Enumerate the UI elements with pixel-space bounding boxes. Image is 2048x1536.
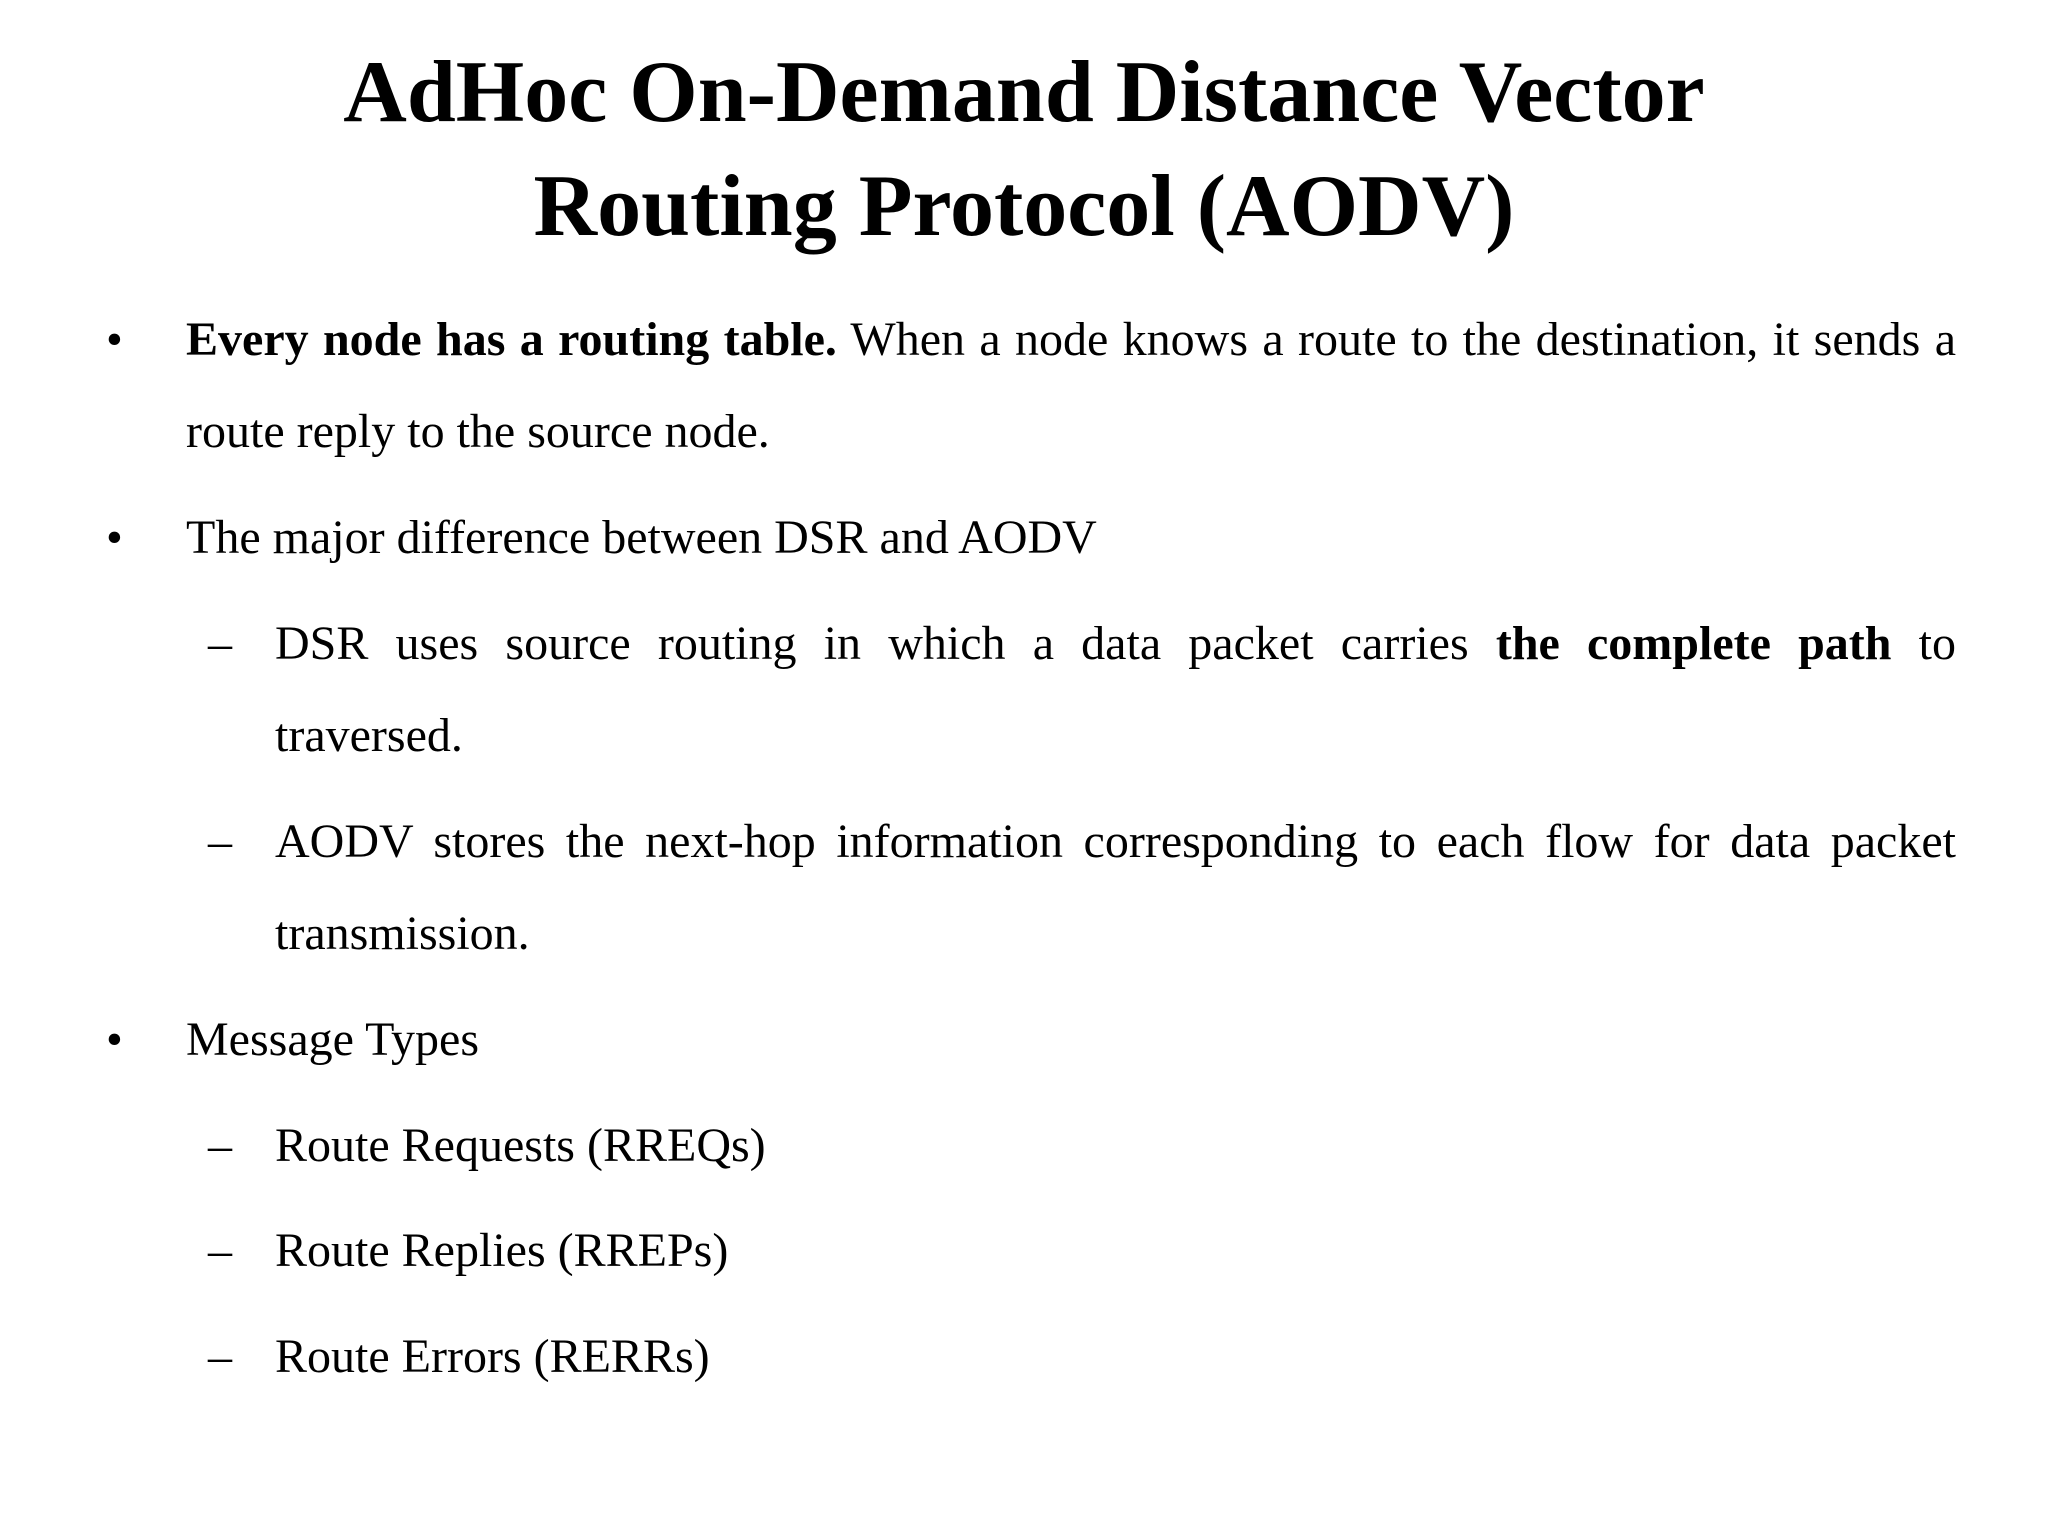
sub-item-text: to traversed. <box>275 617 1956 762</box>
dash-marker: – <box>208 617 232 670</box>
bullet-marker: • <box>106 1013 123 1066</box>
sub-item-text: Route Errors (RERRs) <box>275 1330 710 1383</box>
bullet-item-text: When a node knows a route to the destination, it sends a route reply to the source node. <box>186 313 1956 458</box>
bullet-item-text: Message Types <box>186 1013 480 1066</box>
bullet-marker: • <box>106 313 123 366</box>
slide-title-line-2: Routing Protocol (AODV) <box>533 158 1515 255</box>
dash-marker: – <box>208 1330 232 1383</box>
bullet-item-dsr-vs-aodv <box>186 492 1956 584</box>
dash-marker: – <box>208 815 232 868</box>
sub-item-text: Route Requests (RREQs) <box>275 1119 766 1172</box>
sub-item-rreq <box>275 1100 1956 1192</box>
sub-item-rrep <box>275 1205 1956 1297</box>
sub-item-rerr <box>275 1311 1956 1403</box>
bullet-item-routing-table <box>186 294 1956 478</box>
bullet-marker: • <box>106 511 123 564</box>
bullet-item-bold-text: Every node has a routing table. <box>186 313 837 366</box>
sub-item-bold-text: the complete path <box>1495 617 1892 670</box>
dash-marker: – <box>208 1119 232 1172</box>
dash-marker: – <box>208 1224 232 1277</box>
sub-item-aodv-next-hop <box>275 796 1956 980</box>
sub-item-text: AODV stores the next-hop information corresponding to each flow for data packet transmission. <box>275 815 1956 960</box>
slide-title-line-1: AdHoc On-Demand Distance Vector <box>343 44 1705 141</box>
sub-item-dsr-source-routing <box>275 598 1956 782</box>
bullet-item-message-types <box>186 994 1956 1086</box>
sub-item-text: Route Replies (RREPs) <box>275 1224 729 1277</box>
sub-item-text: DSR uses source routing in which a data packet carries <box>275 617 1496 670</box>
bullet-item-text: The major difference between DSR and AODV <box>186 511 1097 564</box>
